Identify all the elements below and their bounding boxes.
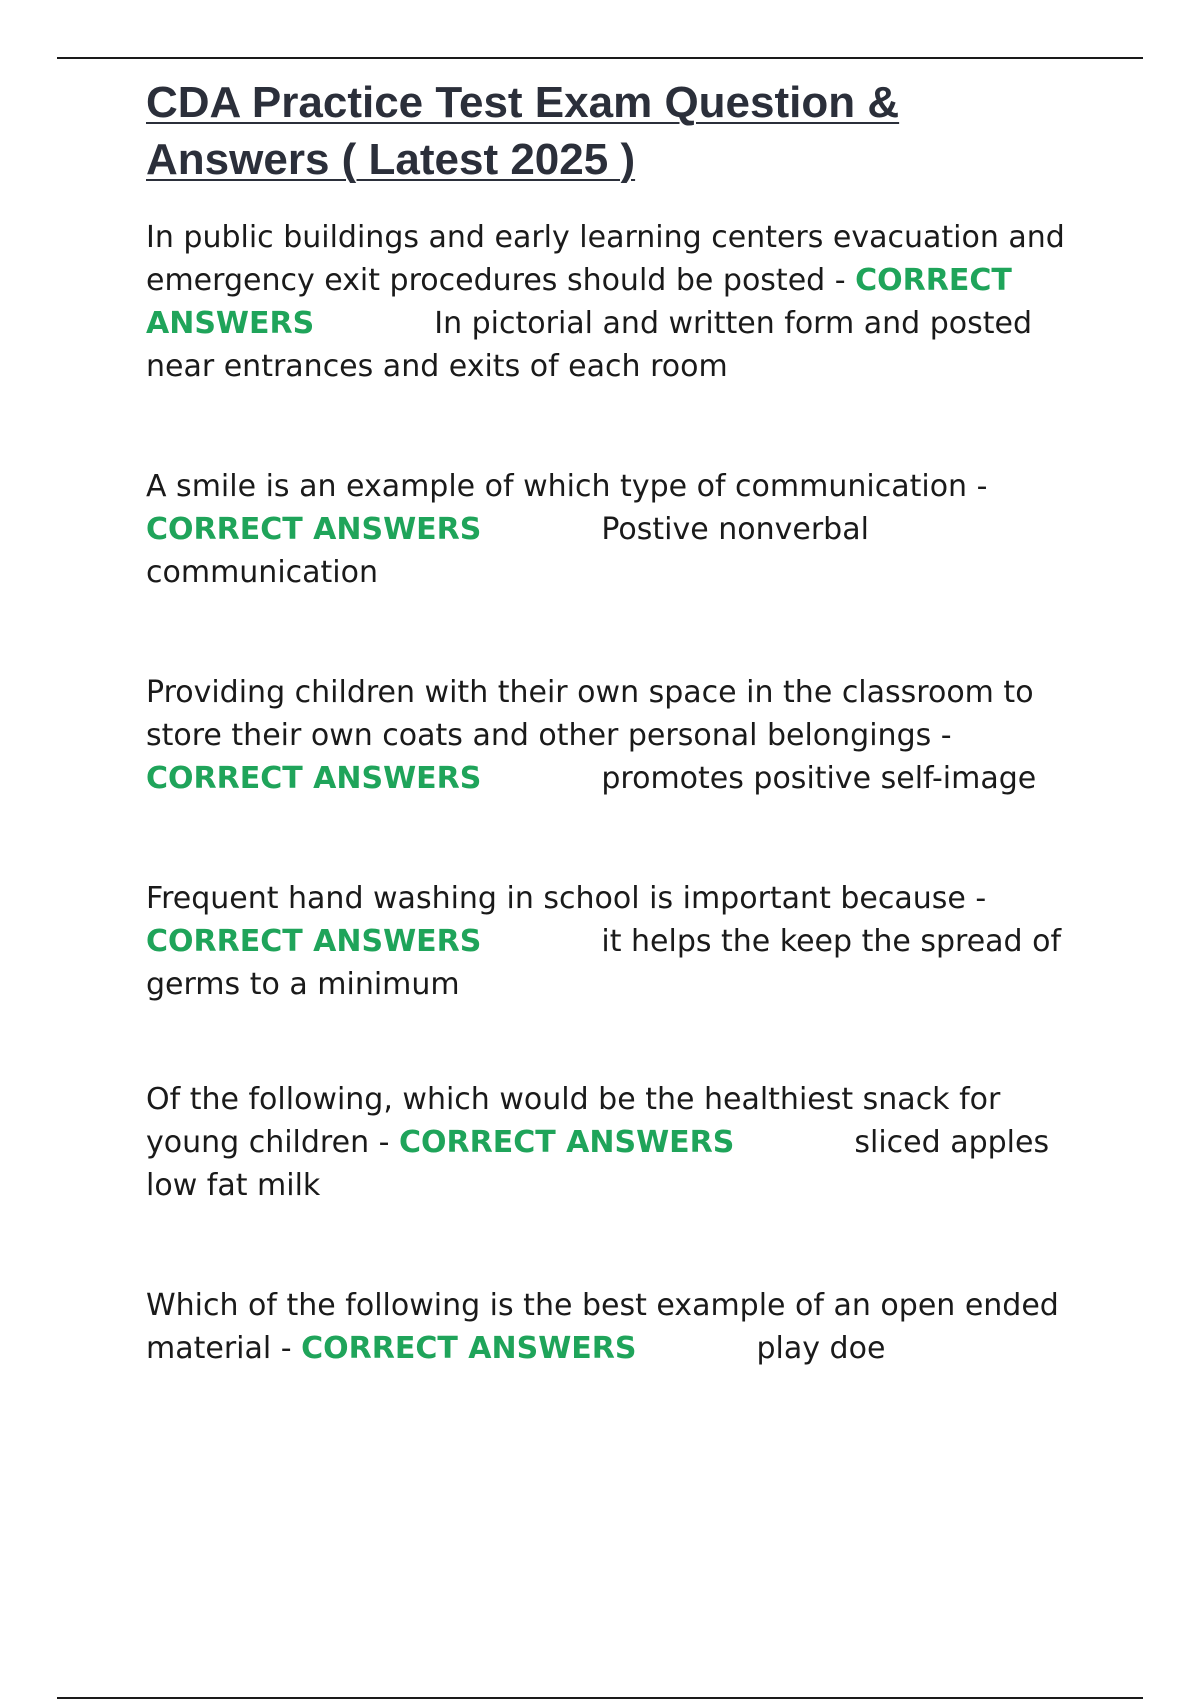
title-line-1: CDA Practice Test Exam Question & xyxy=(146,78,900,127)
title-line-2: Answers ( Latest 2025 ) xyxy=(146,135,636,184)
answer-text: play doe xyxy=(756,1331,886,1366)
question-text: Which of the following is the best example of an open ended material - xyxy=(146,1288,1059,1366)
qa-item xyxy=(146,216,1086,388)
qa-list xyxy=(146,216,1086,1370)
correct-answers-label: CORRECT ANSWERS xyxy=(146,924,482,959)
question-text: A smile is an example of which type of communication - xyxy=(146,469,988,504)
top-rule xyxy=(57,57,1143,59)
correct-answers-label: CORRECT ANSWERS xyxy=(146,263,1012,341)
question-text: In public buildings and early learning centers evacuation and emergency exit procedures should be posted - xyxy=(146,220,1065,298)
qa-item xyxy=(146,1078,1086,1207)
qa-item xyxy=(146,1284,1086,1370)
qa-item xyxy=(146,671,1086,800)
bottom-rule xyxy=(57,1697,1143,1699)
question-text: Frequent hand washing in school is important because - xyxy=(146,881,987,916)
answer-text: In pictorial and written form and posted near entrances and exits of each room xyxy=(146,306,1033,384)
correct-answers-label: CORRECT ANSWERS xyxy=(146,512,482,547)
answer-text: Postive nonverbal communication xyxy=(146,512,869,590)
qa-item xyxy=(146,877,1086,1006)
document-body xyxy=(146,74,1086,1370)
answer-text: sliced apples low fat milk xyxy=(146,1125,1050,1203)
question-text: Of the following, which would be the healthiest snack for young children - xyxy=(146,1082,1001,1160)
answer-text: promotes positive self-image xyxy=(601,761,1037,796)
correct-answers-label: CORRECT ANSWERS xyxy=(146,761,482,796)
qa-item xyxy=(146,465,1086,594)
correct-answers-label: CORRECT ANSWERS xyxy=(399,1125,735,1160)
correct-answers-label: CORRECT ANSWERS xyxy=(301,1331,637,1366)
answer-text: it helps the keep the spread of germs to a minimum xyxy=(146,924,1062,1002)
document-title xyxy=(146,74,1086,188)
question-text: Providing children with their own space in the classroom to store their own coats and other personal belongings - xyxy=(146,675,1034,753)
